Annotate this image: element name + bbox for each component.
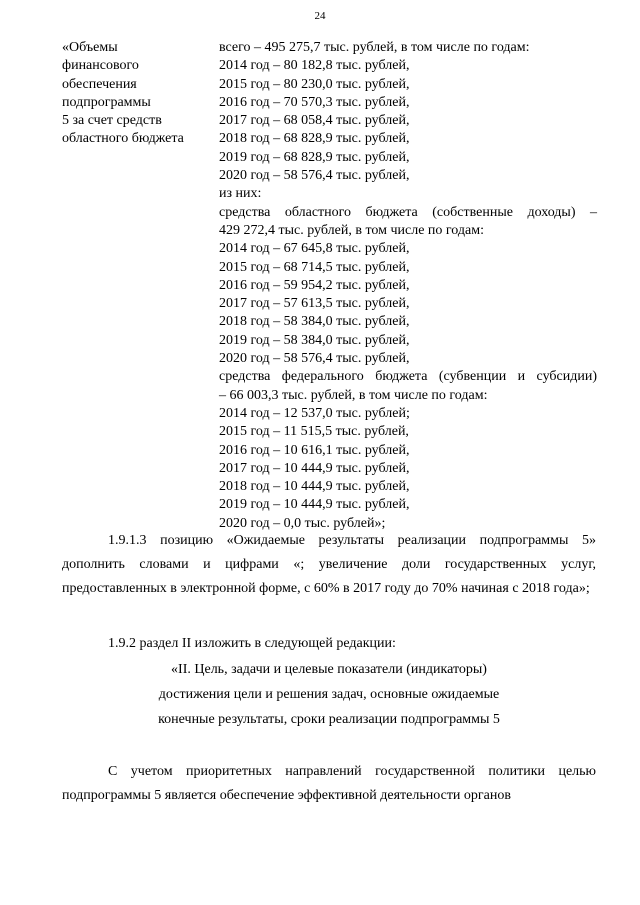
regional-year-line: 2017 год – 57 613,5 тыс. рублей, bbox=[219, 296, 410, 312]
funding-year-line: 2016 год – 70 570,3 тыс. рублей, bbox=[219, 94, 410, 110]
of-which-label: из них: bbox=[219, 186, 262, 202]
row-label-line: 5 за счет средств bbox=[62, 113, 162, 129]
funding-year-line: 2018 год – 68 828,9 тыс. рублей, bbox=[219, 131, 410, 147]
table-row-label bbox=[62, 39, 212, 149]
row-label-line: «Объемы bbox=[62, 40, 118, 55]
funding-year-line: 2014 год – 80 182,8 тыс. рублей, bbox=[219, 58, 410, 74]
row-label-line: обеспечения bbox=[62, 76, 137, 92]
regional-year-line: 2016 год – 59 954,2 тыс. рублей, bbox=[219, 277, 410, 293]
federal-year-line: 2017 год – 10 444,9 тыс. рублей, bbox=[219, 460, 410, 476]
regional-year-line: 2018 год – 58 384,0 тыс. рублей, bbox=[219, 314, 410, 330]
federal-year-line: 2014 год – 12 537,0 тыс. рублей; bbox=[219, 405, 410, 421]
federal-year-line: 2016 год – 10 616,1 тыс. рублей, bbox=[219, 442, 410, 458]
section-heading bbox=[62, 657, 596, 732]
amendment-paragraph-1913: 1.9.1.3 позицию «Ожидаемые результаты реализации подпрограммы 5» дополнить словами и цифрами «; увеличение доли государственных услуг, предоставленных в электронной форме, с 60% в 2017 году до 70% начиная с 2018 года»; bbox=[62, 533, 596, 596]
federal-year-line: 2015 год – 11 515,5 тыс. рублей, bbox=[219, 424, 409, 440]
funding-year-line: 2020 год – 58 576,4 тыс. рублей, bbox=[219, 168, 410, 184]
row-label-line: финансового bbox=[62, 58, 139, 74]
body-paragraph: С учетом приоритетных направлений государственной политики целью подпрограммы 5 является обеспечение эффективной деятельности органов bbox=[62, 764, 596, 803]
federal-budget-heading: средства федерального бюджета (субвенции и субсидии) bbox=[219, 369, 597, 385]
table-row-value bbox=[219, 39, 597, 533]
funding-total: всего – 495 275,7 тыс. рублей, в том числе по годам: bbox=[219, 40, 530, 55]
federal-year-line: 2020 год – 0,0 тыс. рублей»; bbox=[219, 515, 386, 531]
regional-year-line: 2020 год – 58 576,4 тыс. рублей, bbox=[219, 351, 410, 367]
section-heading-line: конечные результаты, сроки реализации подпрограммы 5 bbox=[158, 712, 500, 727]
federal-year-line: 2018 год – 10 444,9 тыс. рублей, bbox=[219, 479, 410, 495]
funding-year-line: 2015 год – 80 230,0 тыс. рублей, bbox=[219, 76, 410, 92]
row-label-line: подпрограммы bbox=[62, 94, 151, 110]
regional-budget-total: 429 272,4 тыс. рублей, в том числе по годам: bbox=[219, 222, 484, 238]
regional-budget-heading: средства областного бюджета (собственные доходы) – bbox=[219, 204, 597, 220]
regional-year-line: 2014 год – 67 645,8 тыс. рублей, bbox=[219, 241, 410, 257]
federal-budget-total: – 66 003,3 тыс. рублей, в том числе по годам: bbox=[219, 387, 488, 403]
section-heading-line: «II. Цель, задачи и целевые показатели (индикаторы) bbox=[171, 662, 487, 677]
regional-year-line: 2015 год – 68 714,5 тыс. рублей, bbox=[219, 259, 410, 275]
amendment-paragraph-192: 1.9.2 раздел II изложить в следующей редакции: bbox=[108, 636, 396, 651]
funding-year-line: 2017 год – 68 058,4 тыс. рублей, bbox=[219, 113, 410, 129]
funding-year-line: 2019 год – 68 828,9 тыс. рублей, bbox=[219, 149, 410, 165]
row-label-line: областного бюджета bbox=[62, 131, 184, 147]
page-number: 24 bbox=[314, 10, 326, 22]
federal-year-line: 2019 год – 10 444,9 тыс. рублей, bbox=[219, 497, 410, 513]
section-heading-line: достижения цели и решения задач, основные ожидаемые bbox=[158, 687, 500, 702]
regional-year-line: 2019 год – 58 384,0 тыс. рублей, bbox=[219, 332, 410, 348]
